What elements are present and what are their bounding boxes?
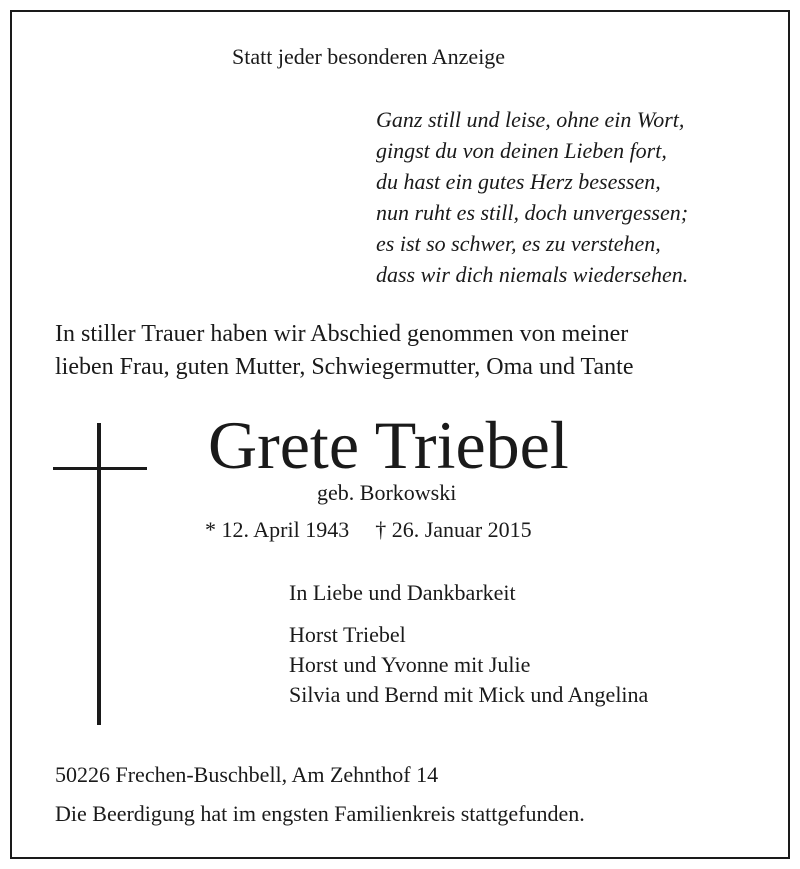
death-date: † 26. Januar 2015 bbox=[375, 517, 532, 542]
cross-horizontal-bar bbox=[53, 467, 147, 470]
mourner: Silvia und Bernd mit Mick und Angelina bbox=[289, 682, 649, 707]
poem-line: es ist so schwer, es zu verstehen, bbox=[376, 231, 661, 256]
address: 50226 Frechen-Buschbell, Am Zehnthof 14 bbox=[55, 762, 439, 787]
mourner: Horst Triebel bbox=[289, 622, 406, 647]
mourner: Horst und Yvonne mit Julie bbox=[289, 652, 531, 677]
closing-phrase: In Liebe und Dankbarkeit bbox=[289, 580, 516, 605]
poem bbox=[376, 104, 688, 290]
poem-line: nun ruht es still, doch unvergessen; bbox=[376, 200, 689, 225]
mourners-list bbox=[289, 620, 648, 710]
deceased-name: Grete Triebel bbox=[208, 407, 569, 483]
intro-line: In stiller Trauer haben wir Abschied genommen von meiner bbox=[55, 321, 629, 347]
poem-line: du hast ein gutes Herz besessen, bbox=[376, 169, 661, 194]
maiden-name: geb. Borkowski bbox=[317, 480, 457, 505]
poem-line: dass wir dich niemals wiedersehen. bbox=[376, 262, 689, 287]
notice-header: Statt jeder besonderen Anzeige bbox=[232, 44, 506, 69]
intro-text bbox=[55, 318, 633, 384]
life-dates bbox=[205, 517, 532, 543]
poem-line: gingst du von deinen Lieben fort, bbox=[376, 138, 667, 163]
intro-line: lieben Frau, guten Mutter, Schwiegermutter, Oma und Tante bbox=[55, 354, 634, 380]
burial-note: Die Beerdigung hat im engsten Familienkreis stattgefunden. bbox=[55, 801, 585, 826]
poem-line: Ganz still und leise, ohne ein Wort, bbox=[376, 107, 685, 132]
birth-date: * 12. April 1943 bbox=[205, 517, 350, 542]
